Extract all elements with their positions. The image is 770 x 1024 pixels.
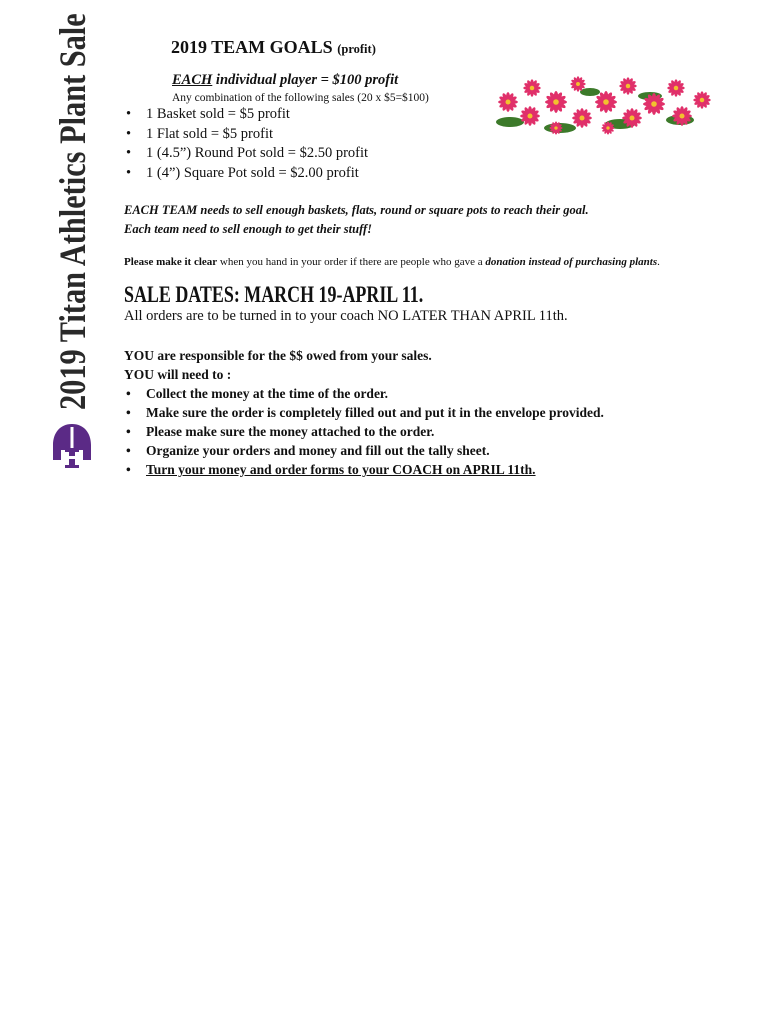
each-rest: individual player = $100 profit [212,72,399,88]
list-item: • Make sure the order is completely filled out and put it in the envelope provided. [124,403,604,422]
clarity-lead: Please make it clear [124,256,218,268]
list-item: • Organize your orders and money and fill out the tally sheet. [124,441,604,460]
responsibility-line-2: YOU will need to : [124,367,232,382]
list-item: • 1 Basket sold = $5 profit [124,105,368,125]
clarity-note [124,256,660,268]
team-notes [124,201,589,239]
goals-title-text: 2019 TEAM GOALS [171,37,333,57]
vertical-sale-title: 2019 Titan Athletics Plant Sale [53,13,94,411]
goals-title [171,37,376,58]
goals-qualifier: (profit) [337,42,376,56]
list-item: • Collect the money at the time of the order. [124,384,604,403]
team-note-line-2: Each team need to sell enough to get their stuff! [124,222,373,236]
responsibility-note [124,346,432,384]
sale-dates-heading: SALE DATES: MARCH 19-APRIL 11. [124,282,424,307]
each-word: EACH [172,72,213,88]
each-player-goal [172,72,398,89]
clarity-end: . [657,256,660,268]
pink-daisy-flowers-image [490,72,720,138]
clarity-middle: when you hand in your order if there are people who gave a [217,256,486,268]
todo-list [124,384,604,479]
list-item: • 1 (4.5”) Round Pot sold = $2.50 profit [124,144,368,164]
combination-note: Any combination of the following sales (20 x $5=$100) [172,92,429,104]
orders-deadline: All orders are to be turned in to your coach NO LATER THAN APRIL 11th. [124,308,568,324]
list-item: • Please make sure the money attached to the order. [124,422,604,441]
titan-helmet-logo-icon [50,422,94,470]
clarity-donation: donation instead of purchasing plants [485,256,658,268]
list-item: • 1 (4”) Square Pot sold = $2.00 profit [124,164,368,184]
responsibility-line-1: YOU are responsible for the $$ owed from your sales. [124,348,432,363]
list-item: • 1 Flat sold = $5 profit [124,125,368,145]
sales-list [124,105,368,183]
team-note-line-1: EACH TEAM needs to sell enough baskets, flats, round or square pots to reach their goal. [124,203,589,217]
list-item-final [124,460,604,479]
todo-final-text: Turn your money and order forms to your COACH on APRIL 11th. [146,462,536,477]
